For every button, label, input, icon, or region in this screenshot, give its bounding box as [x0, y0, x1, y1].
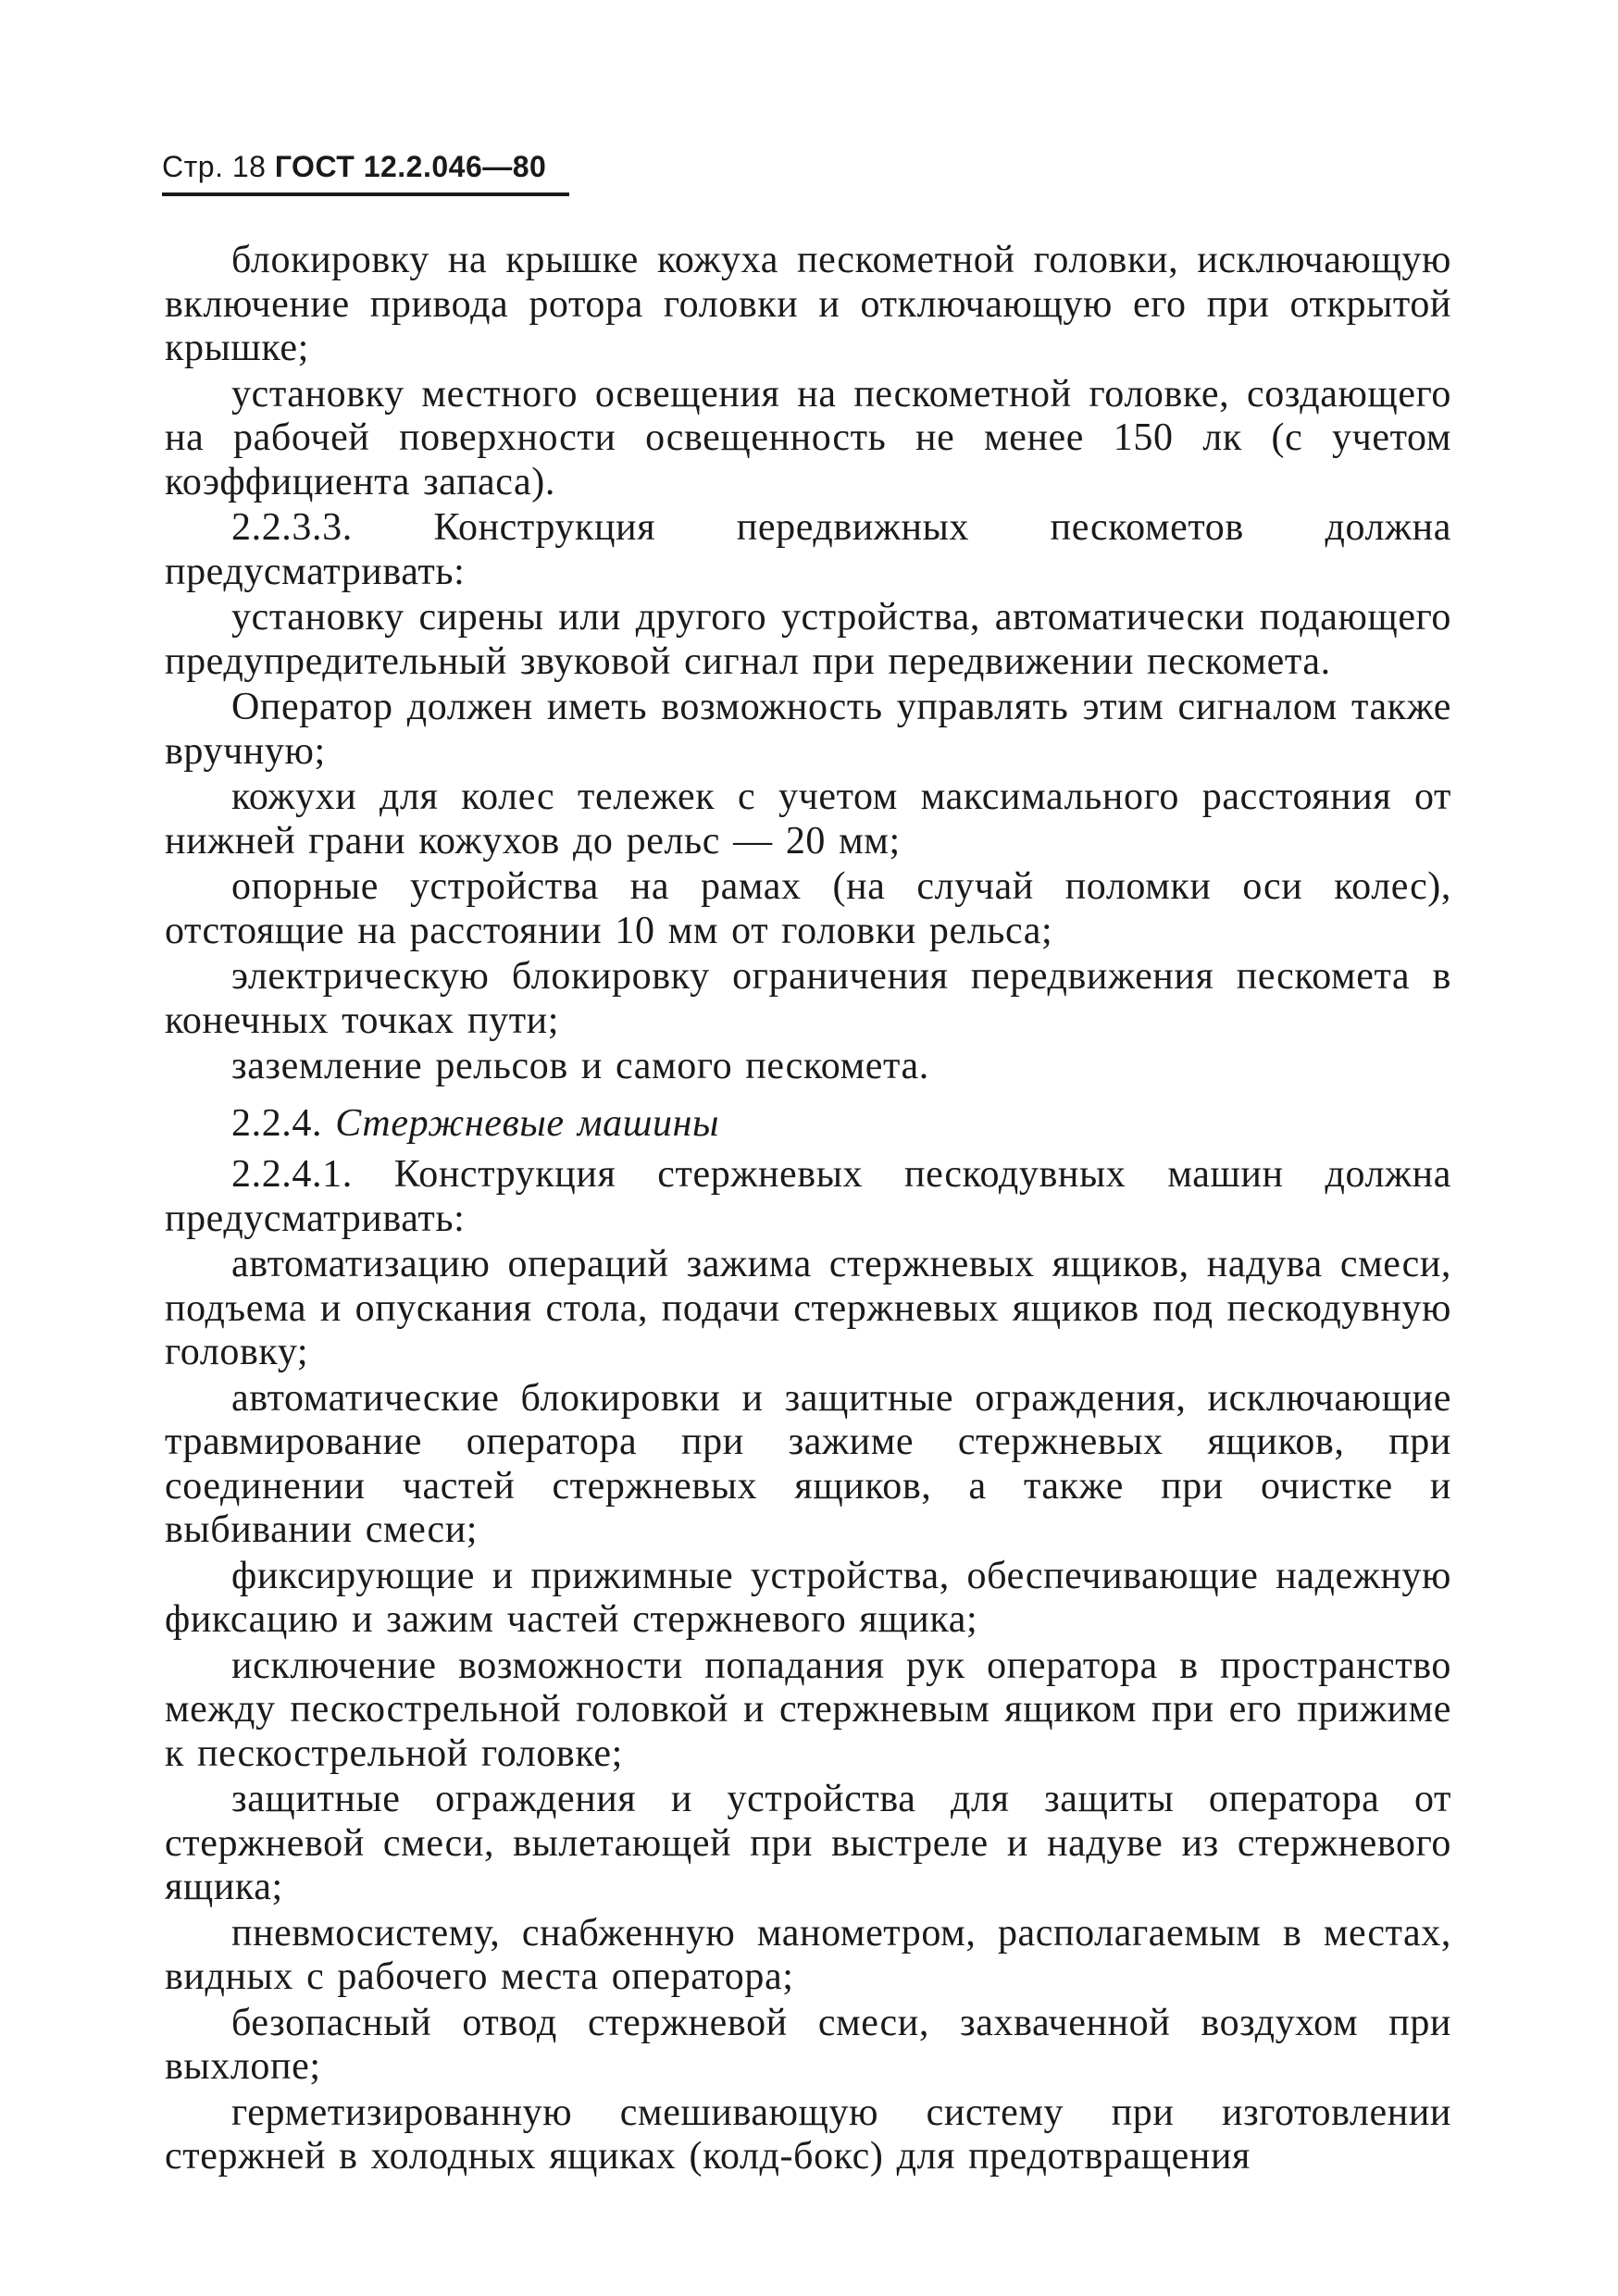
paragraph: электрическую блокировку ограничения передвижения пескомета в конечных точках пути; [165, 955, 1451, 1042]
paragraph: 2.2.4.1. Конструкция стержневых пескодувных машин должна предусматривать: [165, 1153, 1451, 1240]
paragraph: опорные устройства на рамах (на случай поломки оси колес), отстоящие на расстоянии 10 мм от головки рельса; [165, 865, 1451, 952]
paragraph: кожухи для колес тележек с учетом максимального расстояния от нижней грани кожухов до рельс — 20 мм; [165, 776, 1451, 863]
paragraph: герметизированную смешивающую систему при изготовлении стержней в холодных ящиках (колд-бокс) для предотвращения [165, 2091, 1451, 2178]
standard-code: ГОСТ 12.2.046—80 [274, 150, 547, 183]
paragraph: защитные ограждения и устройства для защиты оператора от стержневой смеси, вылетающей при выстреле и надуве из стержневого ящика; [165, 1778, 1451, 1908]
paragraph: 2.2.3.3. Конструкция передвижных пескометов должна предусматривать: [165, 506, 1451, 593]
paragraph: исключение возможности попадания рук оператора в пространство между пескострельной головкой и стержневым ящиком при его прижиме к пескострельной головке; [165, 1644, 1451, 1775]
header-rule [162, 192, 569, 196]
paragraph: фиксирующие и прижимные устройства, обеспечивающие надежную фиксацию и зажим частей стержневого ящика; [165, 1554, 1451, 1641]
page-number: Стр. 18 [162, 150, 267, 183]
section-heading [165, 1102, 1451, 1147]
paragraph: установку местного освещения на пескометной головке, создающего на рабочей поверхности освещенность не менее 150 лк (с учетом коэффициента запаса). [165, 372, 1451, 503]
paragraph: Оператор должен иметь возможность управлять этим сигналом также вручную; [165, 686, 1451, 773]
section-number: 2.2.4. [231, 1101, 323, 1145]
paragraph: автоматические блокировки и защитные ограждения, исключающие травмирование оператора при зажиме стержневых ящиков, при соединении частей стержневых ящиков, а также при очистке и выбивании смеси; [165, 1376, 1451, 1551]
paragraph: пневмосистему, снабженную манометром, располагаемым в местах, видных с рабочего места оператора; [165, 1911, 1451, 1998]
body-text [165, 239, 1451, 2181]
section-title: Стержневые машины [335, 1101, 720, 1145]
paragraph: блокировку на крышке кожуха пескометной головки, исключающую включение привода ротора головки и отключающую его при открытой крышке; [165, 239, 1451, 369]
paragraph: безопасный отвод стержневой смеси, захваченной воздухом при выхлопе; [165, 2001, 1451, 2088]
page-header [162, 150, 546, 184]
paragraph: автоматизацию операций зажима стержневых ящиков, надува смеси, подъема и опускания стола, подачи стержневых ящиков под пескодувную головку; [165, 1243, 1451, 1373]
paragraph: установку сирены или другого устройства, автоматически подающего предупредительный звуковой сигнал при передвижении пескомета. [165, 596, 1451, 683]
paragraph: заземление рельсов и самого пескомета. [231, 1045, 929, 1087]
